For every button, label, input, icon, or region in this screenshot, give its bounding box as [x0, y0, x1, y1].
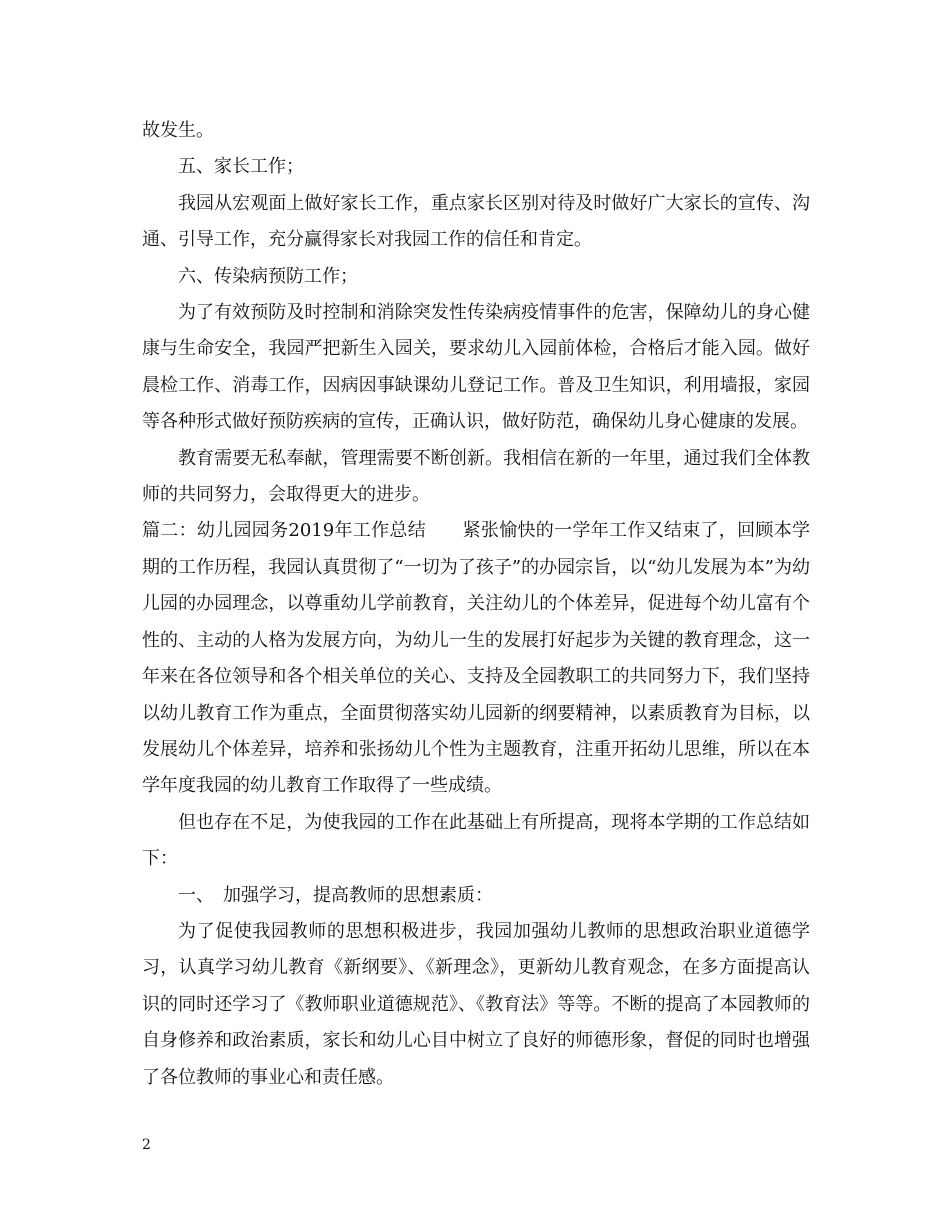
paragraph: 为了有效预防及时控制和消除突发性传染病疫情事件的危害，保障幼儿的身心健康与生命安全，我园严把新生入园关，要求幼儿入园前体检，合格后才能入园。做好晨检工作、消毒工作，因病因事缺课幼儿登记工作。普及卫生知识，利用墙报，家园等各种形式做好预防疾病的宣传，正确认识，做好防范，确保幼儿身心健康的发展。: [142, 302, 810, 433]
document-body: [142, 113, 810, 1096]
section-heading-parent-work: 五、家长工作；: [178, 156, 304, 178]
section-heading-strengthen-learning: 一、 加强学习，提高教师的思想素质：: [178, 884, 493, 906]
page-number: 2: [142, 1137, 151, 1153]
paragraph-article-two: 篇二：幼儿园园务2019年工作总结 紧张愉快的一学年工作又结束了，回顾本学期的工作历程，我园认真贯彻了“一切为了孩子”的办园宗旨，以“幼儿发展为本”为幼儿园的办园理念，以尊重幼儿学前教育，关注幼儿的个体差异，促进每个幼儿富有个性的、主动的人格为发展方向，为幼儿一生的发展打好起步为关键的教育理念，这一年来在各位领导和各个相关单位的关心、支持及全园教职工的共同努力下，我们坚持以幼儿教育工作为重点，全面贯彻落实幼儿园新的纲要精神，以素质教育为目标，以发展幼儿个体差异，培养和张扬幼儿个性为主题教育，注重开拓幼儿思维，所以在本学年度我园的幼儿教育工作取得了一些成绩。: [142, 520, 810, 797]
paragraph: 我园从宏观面上做好家长工作，重点家长区别对待及时做好广大家长的宣传、沟通、引导工作，充分赢得家长对我园工作的信任和肯定。: [142, 192, 810, 251]
paragraph: 故发生。: [142, 120, 214, 141]
section-heading-disease-prevention: 六、传染病预防工作；: [178, 265, 358, 287]
paragraph: 但也存在不足，为使我园的工作在此基础上有所提高，现将本学期的工作总结如下：: [142, 811, 810, 870]
paragraph: 为了促使我园教师的思想积极进步，我园加强幼儿教师的思想政治职业道德学习，认真学习幼儿教育《新纲要》、《新理念》，更新幼儿教育观念，在多方面提高认识的同时还学习了《教师职业道德规范》、《教育法》等等。不断的提高了本园教师的自身修养和政治素质，家长和幼儿心目中树立了良好的师德形象，督促的同时也增强了各位教师的事业心和责任感。: [142, 920, 810, 1088]
paragraph: 教育需要无私奉献，管理需要不断创新。我相信在新的一年里，通过我们全体教师的共同努力，会取得更大的进步。: [142, 447, 810, 506]
